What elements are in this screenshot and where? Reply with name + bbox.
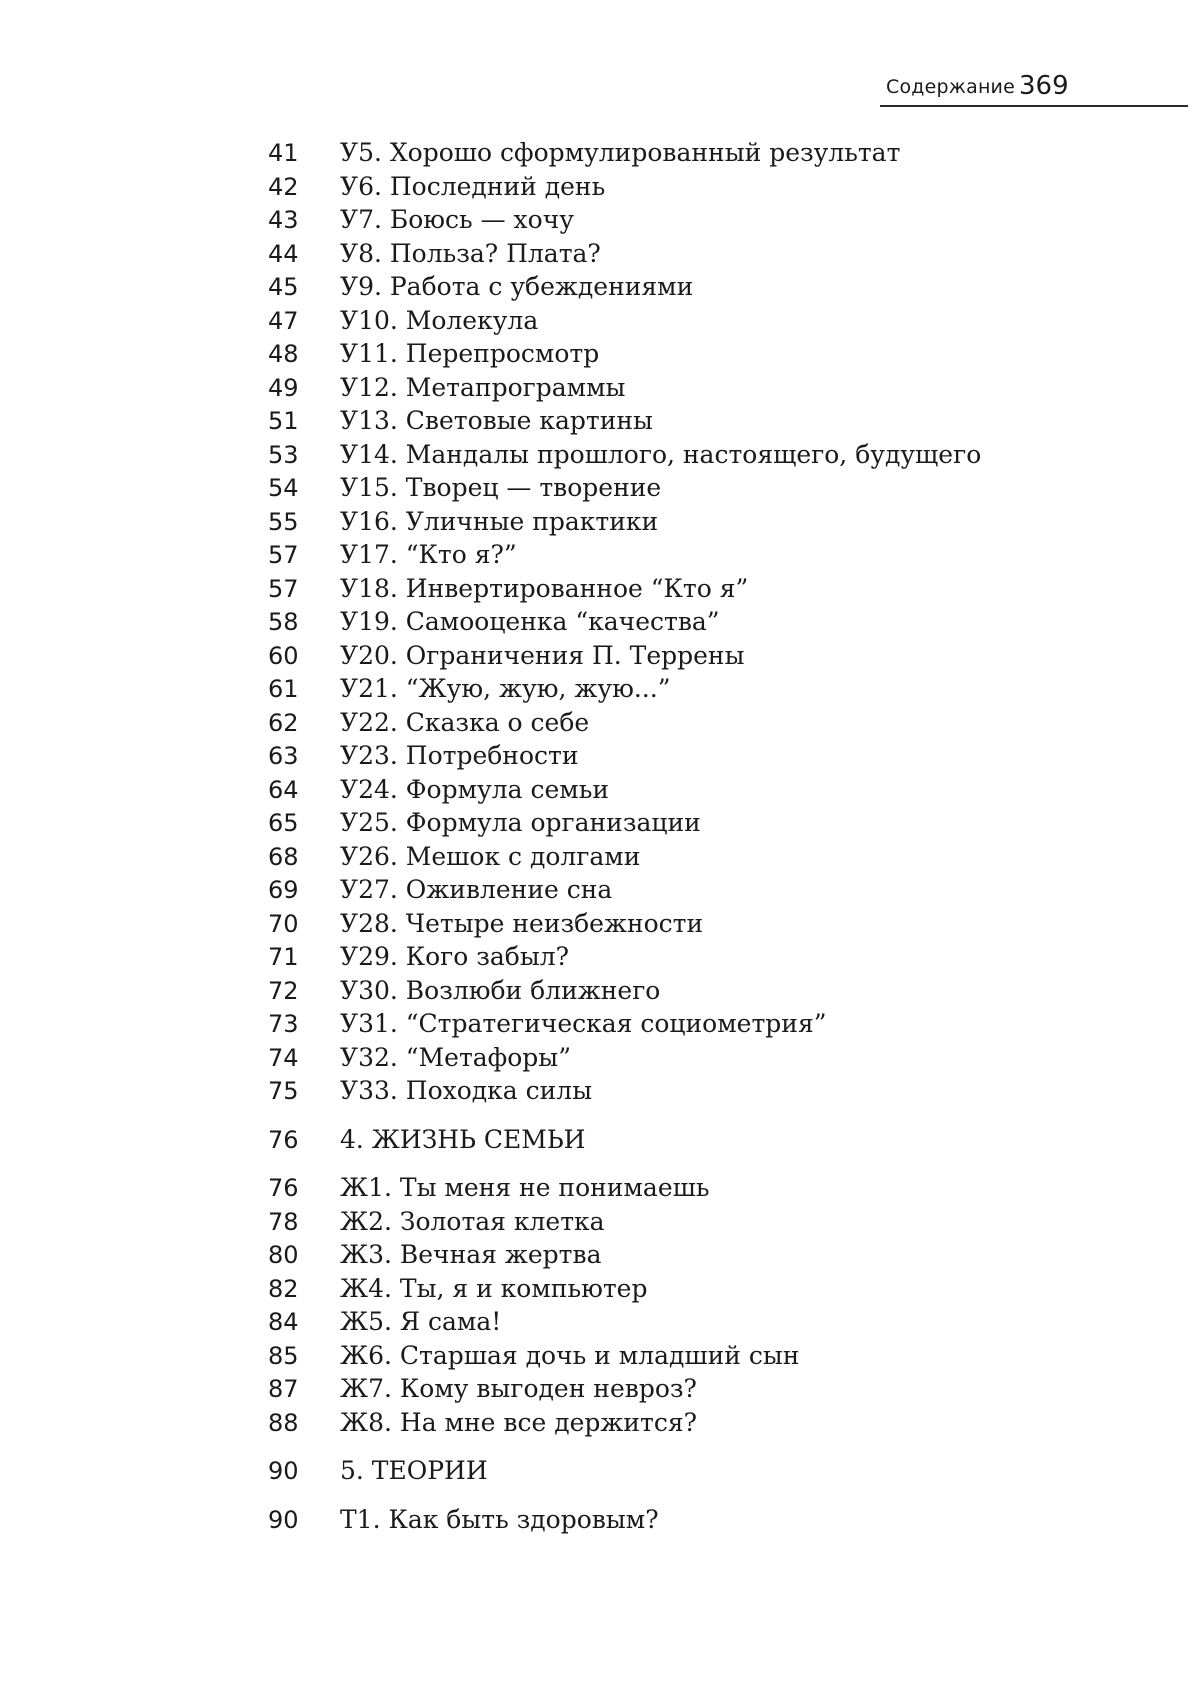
toc-entry-title: Ж4. Ты, я и компьютер [340, 1273, 648, 1303]
toc-entry-title: У10. Молекула [340, 305, 539, 335]
toc-row [268, 1274, 1168, 1308]
toc-page-number: 48 [268, 340, 299, 368]
toc-page-number: 68 [268, 842, 299, 871]
toc-row [268, 1408, 1168, 1442]
toc-row [268, 272, 1168, 306]
toc-row [268, 1505, 1168, 1539]
toc-page-number: 85 [268, 1341, 299, 1370]
toc-row [268, 373, 1168, 407]
toc-row [268, 1009, 1168, 1043]
toc-page-number: 78 [268, 1207, 299, 1236]
toc-row [268, 306, 1168, 340]
toc-page-number: 54 [268, 474, 299, 502]
toc-entry-title: У30. Возлюби ближнего [340, 975, 661, 1005]
toc-page-number: 60 [268, 641, 299, 670]
toc-row [268, 1240, 1168, 1274]
toc-page-number: 76 [268, 1125, 299, 1154]
toc-entry-title: У24. Формула семьи [340, 774, 609, 804]
toc-row [268, 1173, 1168, 1207]
toc-entry-title: У23. Потребности [340, 741, 579, 770]
toc-page-number: 82 [268, 1274, 299, 1303]
toc-row [268, 339, 1168, 373]
toc-page-number: 47 [268, 306, 299, 335]
toc-row [268, 674, 1168, 708]
toc-page-number: 73 [268, 1010, 299, 1038]
toc-row [268, 1207, 1168, 1241]
toc-page-number: 44 [268, 239, 299, 268]
toc-entry-title: У27. Оживление сна [340, 875, 613, 904]
toc-entry-title: Ж1. Ты меня не понимаешь [340, 1173, 710, 1202]
toc-row [268, 942, 1168, 976]
toc-page-number: 57 [268, 541, 299, 569]
toc-entry-title: У14. Мандалы прошлого, настоящего, будущего [340, 439, 982, 469]
toc-page-number: 42 [268, 172, 299, 201]
toc-page-number: 63 [268, 742, 299, 770]
toc-row [268, 607, 1168, 641]
toc-row [268, 708, 1168, 742]
toc-row [268, 909, 1168, 943]
toc-chapter-row [268, 1125, 1168, 1159]
toc-row [268, 172, 1168, 206]
toc-entry-title: У13. Световые картины [340, 406, 653, 435]
toc-entry-title: У22. Сказка о себе [340, 707, 590, 737]
toc-chapter-title: 4. ЖИЗНЬ СЕМЬИ [340, 1124, 586, 1154]
toc-row [268, 875, 1168, 909]
toc-row [268, 239, 1168, 273]
toc-entry-title: Ж7. Кому выгоден невроз? [340, 1374, 697, 1403]
toc-entry-title: Т1. Как быть здоровым? [340, 1504, 659, 1534]
toc-page-number: 71 [268, 943, 299, 971]
toc-row [268, 406, 1168, 440]
toc-page-number: 88 [268, 1408, 299, 1437]
toc-page-number: 49 [268, 373, 299, 402]
toc-row [268, 1076, 1168, 1110]
toc-entry-title: У12. Метапрограммы [340, 372, 626, 402]
toc-entry-title: У9. Работа с убеждениями [340, 272, 694, 301]
toc-entry-title: У17. “Кто я?” [340, 540, 517, 569]
toc-page-number: 76 [268, 1174, 299, 1202]
toc-entry-title: У20. Ограничения П. Террены [340, 640, 745, 670]
toc-page-number: 75 [268, 1077, 299, 1105]
toc-page-number: 45 [268, 273, 299, 301]
running-head [880, 72, 1188, 107]
toc-entry-title: У21. “Жую, жую, жую...” [340, 674, 671, 703]
toc-entry-title: Ж8. На мне все держится? [340, 1407, 698, 1437]
toc-row [268, 775, 1168, 809]
toc-chapter-row [268, 1456, 1168, 1490]
toc-row [268, 138, 1168, 172]
toc-entry-title: У32. “Метафоры” [340, 1042, 571, 1072]
toc-row [268, 574, 1168, 608]
toc-row [268, 976, 1168, 1010]
toc-row [268, 507, 1168, 541]
toc-page-number: 90 [268, 1505, 299, 1534]
toc-row [268, 440, 1168, 474]
toc-entry-title: У7. Боюсь — хочу [340, 205, 574, 234]
toc-entry-title: У18. Инвертированное “Кто я” [340, 573, 749, 603]
toc-entry-title: Ж6. Старшая дочь и младший сын [340, 1340, 800, 1370]
toc-page-number: 74 [268, 1043, 299, 1072]
toc-page-number: 84 [268, 1308, 299, 1336]
toc-page-number: 51 [268, 407, 299, 435]
toc-page-number: 80 [268, 1241, 299, 1269]
section-name: Содержание [886, 76, 1015, 98]
toc-entry-title: У5. Хорошо сформулированный результат [340, 138, 901, 167]
toc-page-number: 57 [268, 574, 299, 603]
toc-row [268, 1341, 1168, 1375]
toc-page-number: 64 [268, 775, 299, 804]
toc-page-number: 58 [268, 608, 299, 636]
toc-page-number: 53 [268, 440, 299, 469]
toc-entry-title: У8. Польза? Плата? [340, 238, 601, 268]
toc-entry-title: У11. Перепросмотр [340, 339, 600, 368]
toc-row [268, 808, 1168, 842]
toc-entry-title: У26. Мешок с долгами [340, 841, 641, 871]
table-of-contents [268, 138, 1168, 1538]
toc-row [268, 473, 1168, 507]
toc-page-number: 90 [268, 1457, 299, 1485]
toc-row [268, 641, 1168, 675]
toc-entry-title: У29. Кого забыл? [340, 942, 570, 971]
toc-page-number: 55 [268, 507, 299, 536]
toc-page-number: 43 [268, 206, 299, 234]
toc-page-number: 65 [268, 809, 299, 837]
toc-row [268, 1307, 1168, 1341]
toc-entry-title: Ж3. Вечная жертва [340, 1240, 602, 1269]
toc-entry-title: У6. Последний день [340, 171, 606, 201]
toc-page-number: 62 [268, 708, 299, 737]
toc-entry-title: У19. Самооценка “качества” [340, 607, 720, 636]
toc-entry-title: Ж5. Я сама! [340, 1307, 502, 1336]
page-number: 369 [1019, 71, 1069, 101]
toc-entry-title: У16. Уличные практики [340, 506, 659, 536]
toc-entry-title: У28. Четыре неизбежности [340, 908, 704, 938]
toc-page-number: 61 [268, 675, 299, 703]
toc-entry-title: У33. Походка силы [340, 1076, 593, 1105]
toc-entry-title: У25. Формула организации [340, 808, 701, 837]
toc-page-number: 70 [268, 909, 299, 938]
toc-row [268, 1374, 1168, 1408]
toc-row [268, 842, 1168, 876]
toc-page-number: 41 [268, 139, 299, 167]
toc-chapter-title: 5. ТЕОРИИ [340, 1456, 488, 1485]
toc-page-number: 69 [268, 876, 299, 904]
toc-page-number: 87 [268, 1375, 299, 1403]
toc-page-number: 72 [268, 976, 299, 1005]
toc-entry-title: У31. “Стратегическая социометрия” [340, 1009, 827, 1038]
toc-row [268, 205, 1168, 239]
toc-entry-title: Ж2. Золотая клетка [340, 1206, 605, 1236]
toc-row [268, 540, 1168, 574]
toc-entry-title: У15. Творец — творение [340, 473, 662, 502]
toc-row [268, 741, 1168, 775]
toc-row [268, 1043, 1168, 1077]
